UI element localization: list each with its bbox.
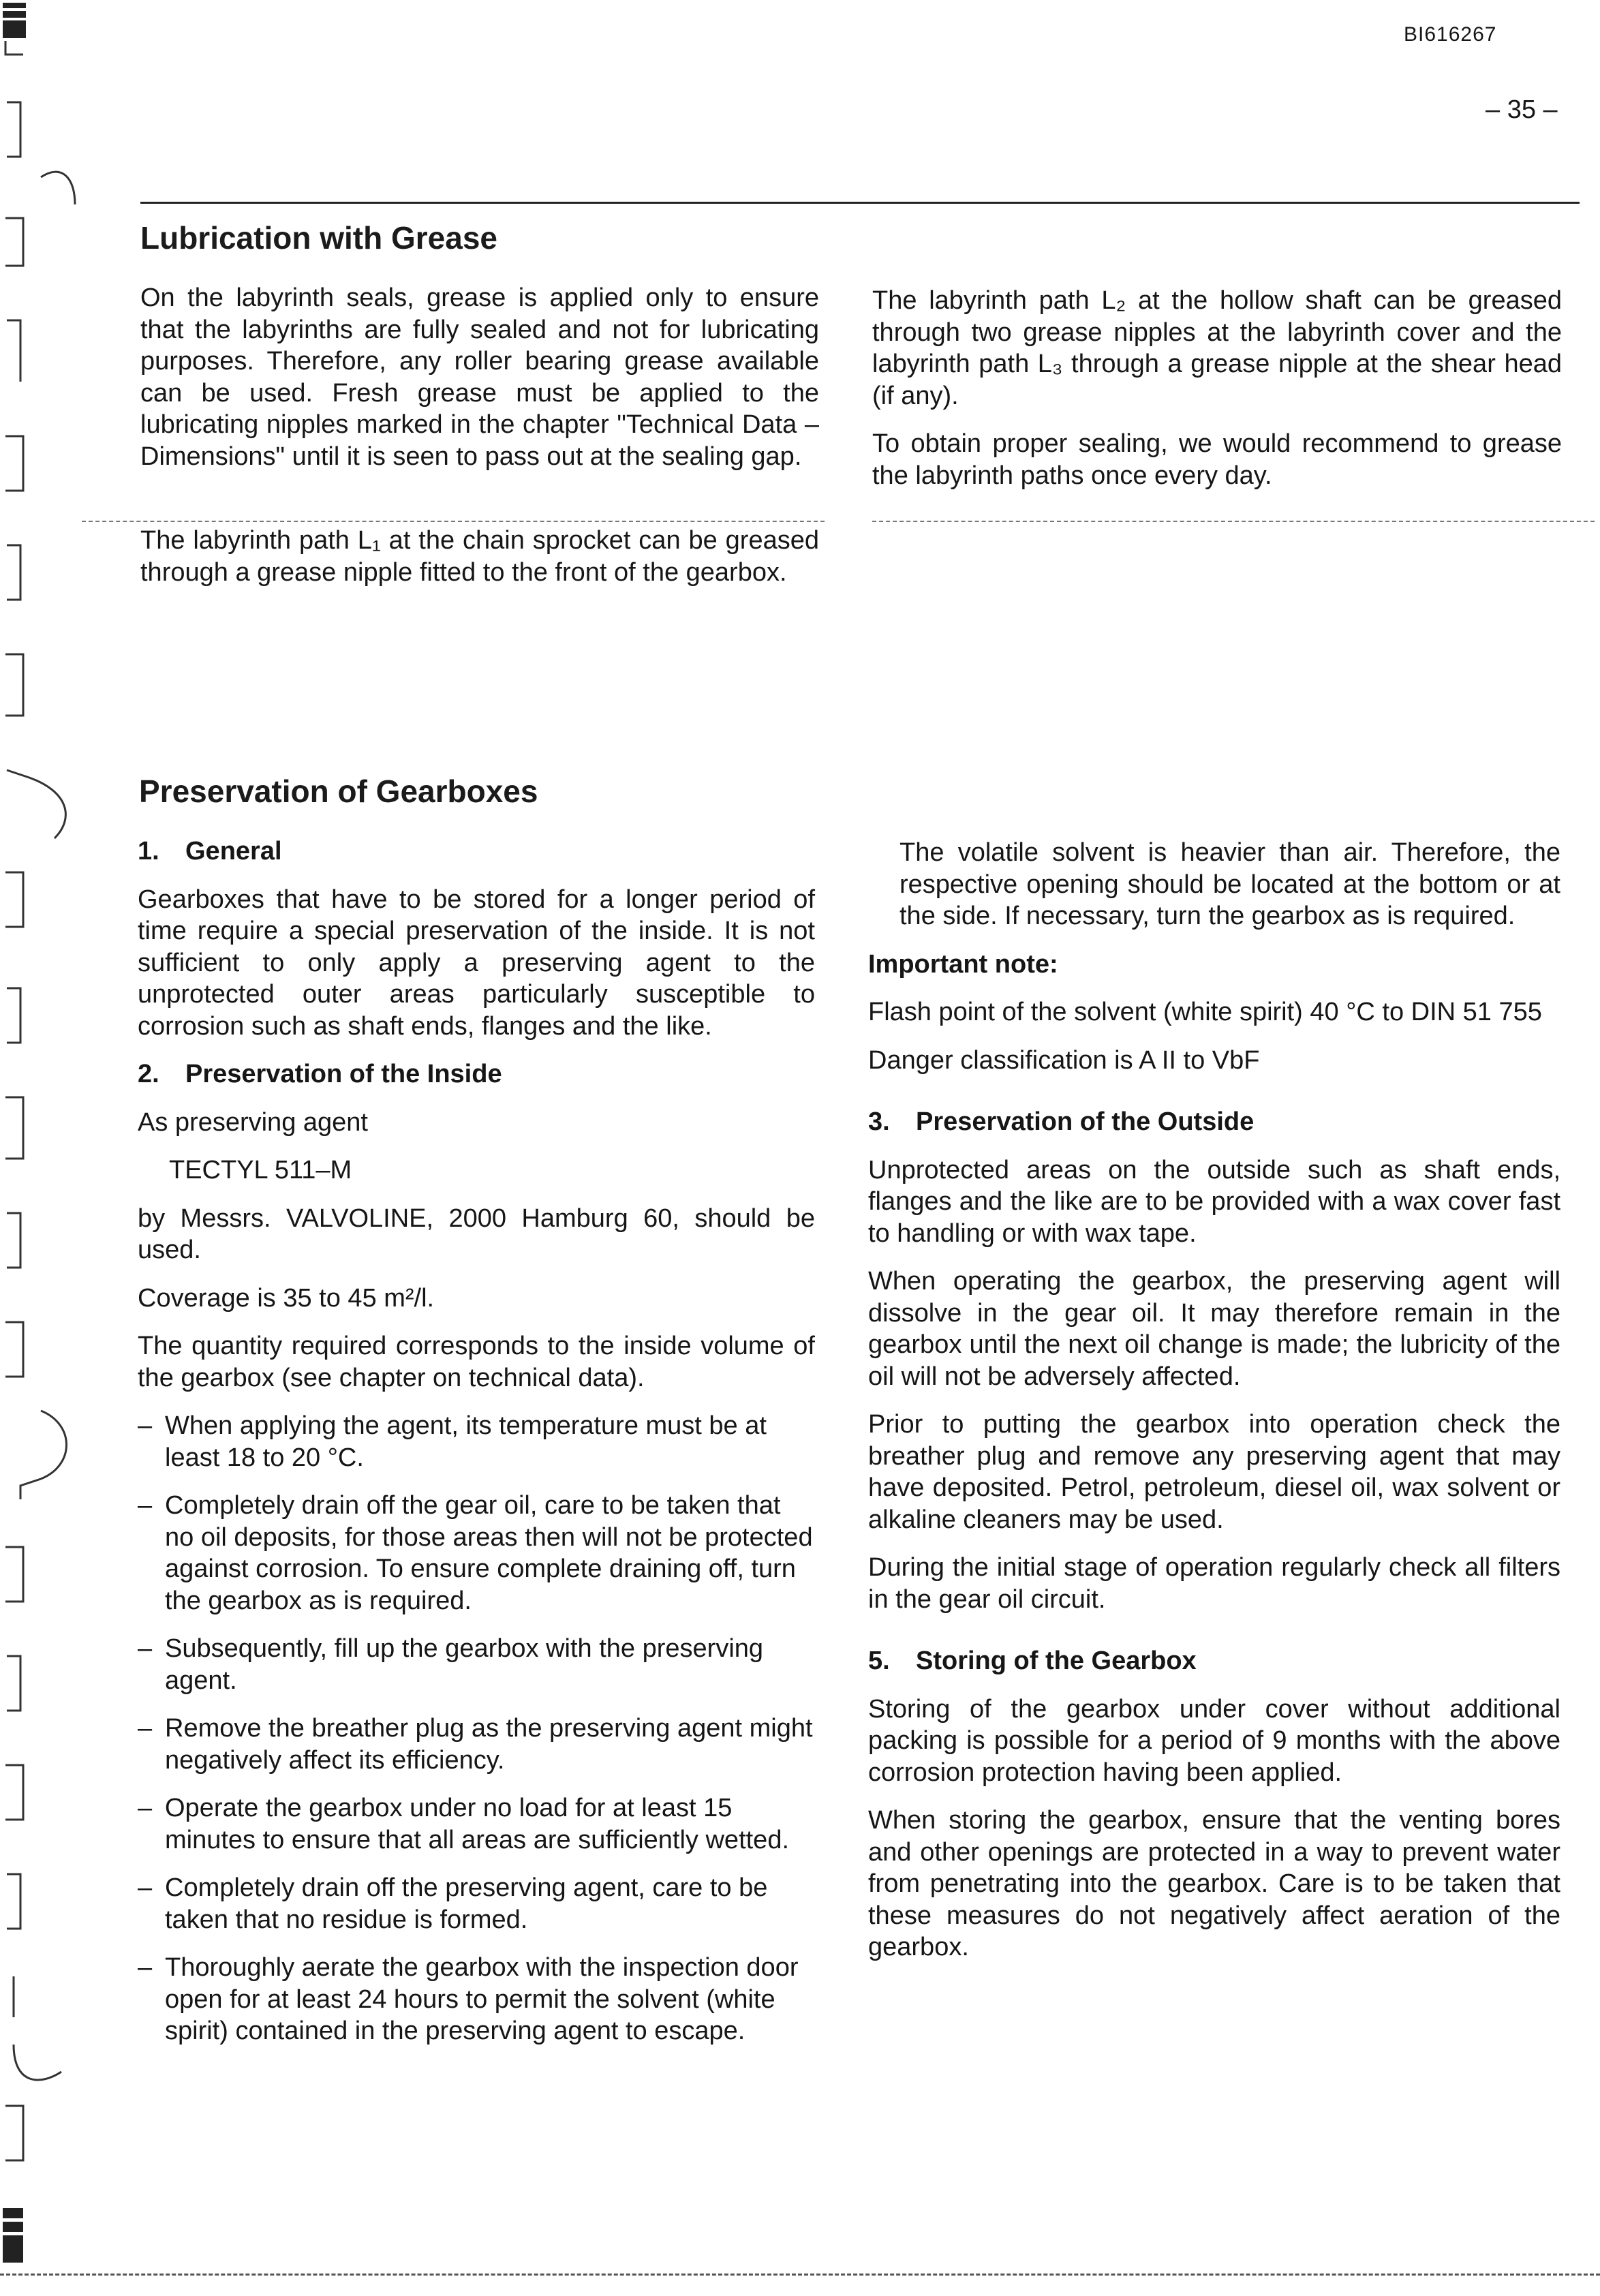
- section-paragraph: Gearboxes that have to be stored for a longer period of time require a special preservation of the inside. It is not sufficient to only apply a preserving agent to the unprotected outer areas particularly susceptible to corrosion such as shaft ends, flanges and the like.: [138, 885, 815, 1041]
- note-paragraph: Flash point of the solvent (white spirit) 40 °C to DIN 51 755: [868, 998, 1542, 1026]
- list-item: – Completely drain off the preserving agent, care to be taken that no residue is formed.: [138, 1872, 815, 1935]
- note-paragraph: Danger classification is A II to VbF: [868, 1045, 1260, 1075]
- section-heading-outside: 3. Preservation of the Outside: [868, 1107, 1255, 1136]
- list-item: – When applying the agent, its temperature must be at least 18 to 20 °C.: [138, 1410, 815, 1473]
- section-paragraph: The volatile solvent is heavier than air. Therefore, the respective opening should be located at the bottom or at the side. If necessary, turn the gearbox as is required.: [899, 838, 1560, 930]
- procedure-list: [138, 1410, 815, 2047]
- preservation-left-column: [138, 836, 815, 2064]
- document-id: BI616267: [1404, 23, 1497, 46]
- lubrication-paragraph: To obtain proper sealing, we would recommend to grease the labyrinth paths once every day.: [872, 429, 1562, 490]
- section-paragraph: As preserving agent: [138, 1107, 368, 1137]
- section-paragraph: When operating the gearbox, the preserving agent will dissolve in the gear oil. It may therefore remain in the gearbox until the next oil change is made; the lubricity of the oil will not be adversely affected.: [868, 1267, 1560, 1391]
- lubrication-right-column: [872, 285, 1562, 508]
- lubrication-paragraph: On the labyrinth seals, grease is applied only to ensure that the labyrinths are fully sealed and not for lubricating purposes. Therefore, any roller bearing grease available can be used. Fresh grease must be applied to the lubricating nipples marked in the chapter "Technical Data – Dimensions" until it is seen to pass out at the sealing gap.: [140, 284, 819, 471]
- binding-marks: [0, 0, 82, 2293]
- section-paragraph: The quantity required corresponds to the inside volume of the gearbox (see chapter on technical data).: [138, 1332, 815, 1392]
- list-item: – Subsequently, fill up the gearbox with the preserving agent.: [138, 1633, 815, 1696]
- lubrication-paragraph: The labyrinth path L₁ at the chain sprocket can be greased through a grease nipple fitted to the front of the gearbox.: [140, 526, 819, 587]
- preservation-right-column: [868, 837, 1560, 1980]
- section-heading-general: 1. General: [138, 837, 282, 866]
- list-item: – Completely drain off the gear oil, care to be taken that no oil deposits, for those areas then will not be protected against corrosion. To ensure complete draining off, turn the gearbox as is required.: [138, 1490, 815, 1617]
- section-paragraph: When storing the gearbox, ensure that the venting bores and other openings are protected in a way to prevent water from penetrating into the gearbox. Care is to be taken that these measures do not negatively affect aeration of the gearbox.: [868, 1806, 1560, 1961]
- lubrication-title: Lubrication with Grease: [140, 220, 497, 256]
- section-paragraph: During the initial stage of operation regularly check all filters in the gear oil circuit.: [868, 1553, 1560, 1614]
- lubrication-left-column-2: [140, 525, 819, 604]
- section-heading-storing: 5. Storing of the Gearbox: [868, 1647, 1197, 1675]
- section-paragraph: Unprotected areas on the outside such as shaft ends, flanges and the like are to be provided with a wax cover fast to handling or with wax tape.: [868, 1155, 1560, 1248]
- section-heading-inside: 2. Preservation of the Inside: [138, 1060, 502, 1088]
- lubrication-paragraph: The labyrinth path L₂ at the hollow shaft can be greased through two grease nipples at the labyrinth cover and the labyrinth path L₃ through a grease nipple at the shear head (if any).: [872, 286, 1562, 410]
- agent-name: TECTYL 511–M: [169, 1156, 352, 1184]
- section-paragraph: Prior to putting the gearbox into operation check the breather plug and remove any preserving agent that may have deposited. Petrol, petroleum, diesel oil, wax solvent or alkaline cleaners may be used.: [868, 1410, 1560, 1534]
- list-item: – Remove the breather plug as the preserving agent might negatively affect its efficiency.: [138, 1713, 815, 1776]
- section-paragraph: Coverage is 35 to 45 m²/l.: [138, 1283, 435, 1313]
- lubrication-left-column: [140, 282, 819, 489]
- separator-line: [872, 521, 1595, 522]
- important-note-heading: Important note:: [868, 949, 1058, 979]
- separator-line: [82, 521, 825, 522]
- header-rule: [140, 202, 1580, 204]
- list-item: – Thoroughly aerate the gearbox with the inspection door open for at least 24 hours to permit the solvent (white spirit) contained in the preserving agent to escape.: [138, 1952, 815, 2047]
- page-number: – 35 –: [1486, 95, 1558, 124]
- preservation-title: Preservation of Gearboxes: [139, 774, 538, 809]
- section-paragraph: Storing of the gearbox under cover without additional packing is possible for a period of 9 months with the above corrosion protection having been applied.: [868, 1694, 1560, 1787]
- list-item: – Operate the gearbox under no load for at least 15 minutes to ensure that all areas are sufficiently wetted.: [138, 1792, 815, 1856]
- footer-rule: [0, 2274, 1600, 2276]
- section-paragraph: by Messrs. VALVOLINE, 2000 Hamburg 60, should be used.: [138, 1204, 815, 1264]
